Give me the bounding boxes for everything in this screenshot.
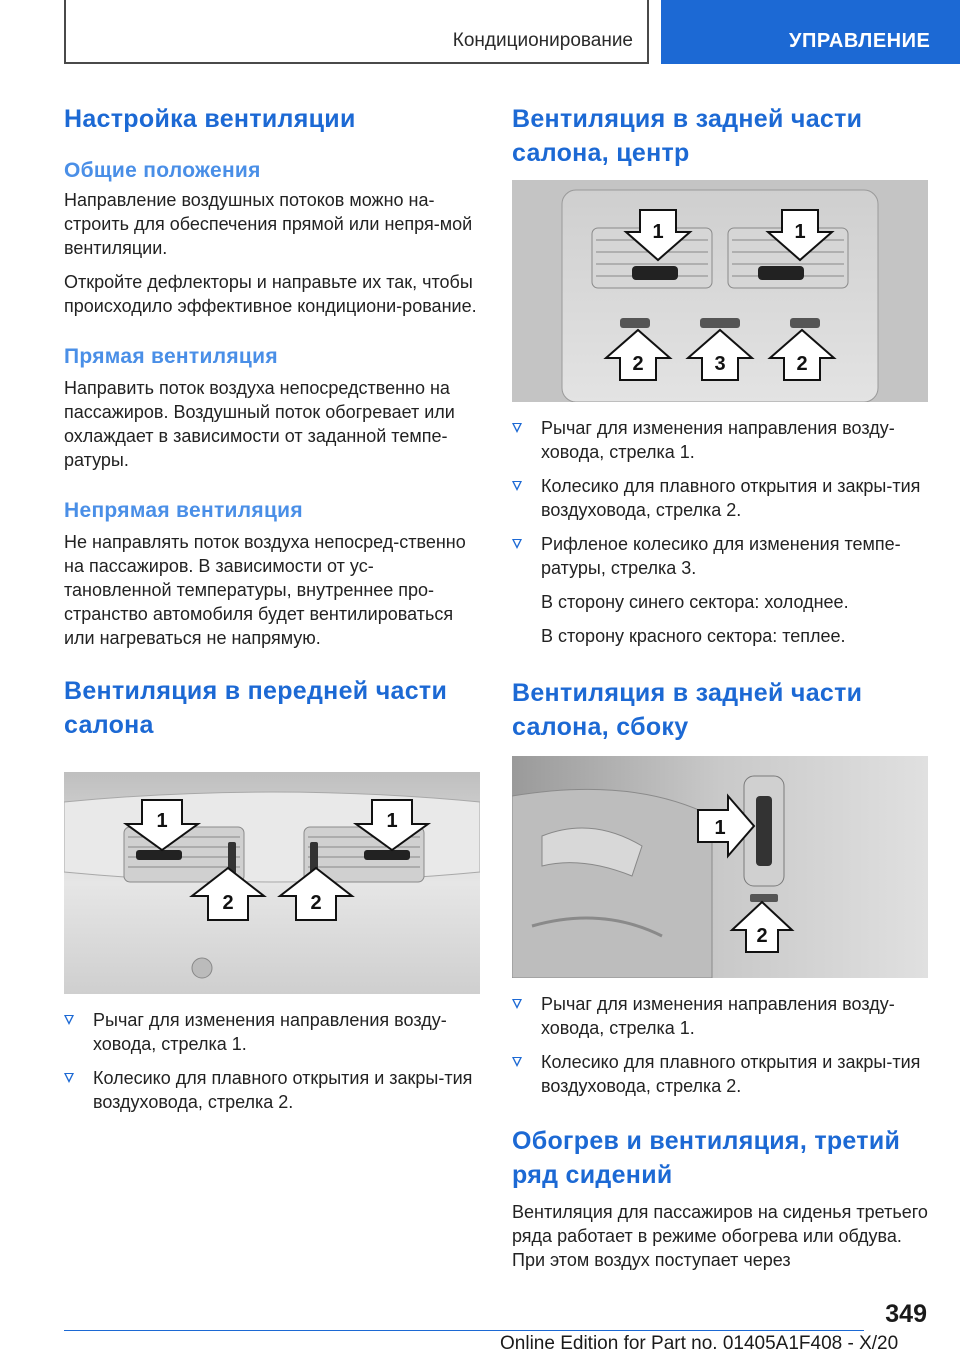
general-paragraph-1: Направление воздушных потоков можно на-строить для обеспечения прямой или непря-мой вентиляции. xyxy=(64,190,473,258)
header-chapter-title: УПРАВЛЕНИЕ xyxy=(789,30,931,52)
rs-arrow-2-label: 2 xyxy=(756,925,768,947)
rear-side-heading: Вентиляция в задней части салона, сбоку xyxy=(512,679,863,741)
rear-center-vents-photo xyxy=(512,180,928,402)
rc-bullet-1 xyxy=(512,416,928,464)
indirect-ventilation-heading: Непрямая вентиляция xyxy=(64,499,303,522)
ventilation-settings-title: Настройка вентиляции xyxy=(64,105,356,133)
rc-arrow-1-right-label: 1 xyxy=(794,221,806,243)
indirect-ventilation-paragraph: Не направлять поток воздуха непосред-ственно на пассажиров. В зависимости от ус-тановленной температуры, внутреннее про-странство автомобиля будет вентилироваться или нагреваться не напрямую. xyxy=(64,532,466,648)
front-bullet-1-text: Рычаг для изменения направления возду-ховода, стрелка 1. xyxy=(93,1010,447,1054)
front-ventilation-heading: Вентиляция в передней части салона xyxy=(64,677,448,739)
right-column xyxy=(512,100,928,1272)
general-heading: Общие положения xyxy=(64,159,261,182)
rc-bullet-1-text: Рычаг для изменения направления возду-ховода, стрелка 1. xyxy=(541,418,895,462)
front-bullet-2-text: Колесико для плавного открытия и закры-тия воздуховода, стрелка 2. xyxy=(93,1068,473,1112)
third-row-paragraph: Вентиляция для пассажиров на сиденья третьего ряда работает в режиме обогрева или обдува. При этом воздух поступает через xyxy=(512,1202,928,1270)
footer-divider xyxy=(64,1330,864,1331)
bullet-triangle-icon xyxy=(512,481,522,491)
rc-arrow-3-label: 3 xyxy=(714,353,726,375)
front-bullet-1 xyxy=(64,1008,480,1056)
header-section-title: Кондиционирование xyxy=(452,30,633,51)
rear-center-vents-illustration xyxy=(512,180,928,402)
rc-note-warm: В сторону красного сектора: теплее. xyxy=(541,626,846,646)
rear-side-vent-illustration xyxy=(512,756,928,978)
bullet-triangle-icon xyxy=(512,999,522,1009)
rs-bullet-2-text: Колесико для плавного открытия и закры-тия воздуховода, стрелка 2. xyxy=(541,1052,921,1096)
footer-edition: Online Edition for Part no. 01405A1F408 - X/20 xyxy=(500,1333,899,1354)
bullet-triangle-icon xyxy=(512,423,522,433)
front-vents-photo xyxy=(64,772,480,994)
bullet-triangle-icon xyxy=(512,539,522,549)
rs-bullet-2 xyxy=(512,1050,928,1098)
rc-bullet-2 xyxy=(512,474,928,522)
bullet-triangle-icon xyxy=(64,1073,74,1083)
rs-bullet-1-text: Рычаг для изменения направления возду-ховода, стрелка 1. xyxy=(541,994,895,1038)
rear-side-vent-photo xyxy=(512,756,928,978)
rs-arrow-1-label: 1 xyxy=(714,817,726,839)
direct-ventilation-paragraph: Направить поток воздуха непосредственно на пассажиров. Воздушный поток обогревает или охлаждает в зависимости от заданной темпе-ратуры. xyxy=(64,378,455,470)
general-paragraph-2: Откройте дефлекторы и направьте их так, чтобы происходило эффективное кондициони-рование. xyxy=(64,272,477,316)
arrow-2-right-label: 2 xyxy=(310,892,322,914)
front-vents-illustration xyxy=(64,772,480,994)
bullet-triangle-icon xyxy=(512,1057,522,1067)
front-bullet-2 xyxy=(64,1066,480,1114)
rc-arrow-1-left-label: 1 xyxy=(652,221,664,243)
header-section-box xyxy=(64,0,649,64)
rc-bullet-2-text: Колесико для плавного открытия и закры-тия воздуховода, стрелка 2. xyxy=(541,476,921,520)
rear-center-heading: Вентиляция в задней части салона, центр xyxy=(512,105,863,167)
rc-note-cold: В сторону синего сектора: холоднее. xyxy=(541,592,849,612)
rc-bullet-3 xyxy=(512,532,928,580)
arrow-2-left-label: 2 xyxy=(222,892,234,914)
page-number: 349 xyxy=(885,1300,927,1328)
header-chapter-tab xyxy=(661,0,960,64)
direct-ventilation-heading: Прямая вентиляция xyxy=(64,345,278,368)
arrow-1-left-label: 1 xyxy=(156,810,168,832)
rs-bullet-1 xyxy=(512,992,928,1040)
bullet-triangle-icon xyxy=(64,1015,74,1025)
left-column xyxy=(64,100,480,1114)
third-row-heading: Обогрев и вентиляция, третий ряд сидений xyxy=(512,1127,901,1189)
rc-arrow-2-left-label: 2 xyxy=(632,353,644,375)
arrow-1-right-label: 1 xyxy=(386,810,398,832)
rc-arrow-2-right-label: 2 xyxy=(796,353,808,375)
rc-bullet-3-text: Рифленое колесико для изменения темпе-ратуры, стрелка 3. xyxy=(541,534,901,578)
